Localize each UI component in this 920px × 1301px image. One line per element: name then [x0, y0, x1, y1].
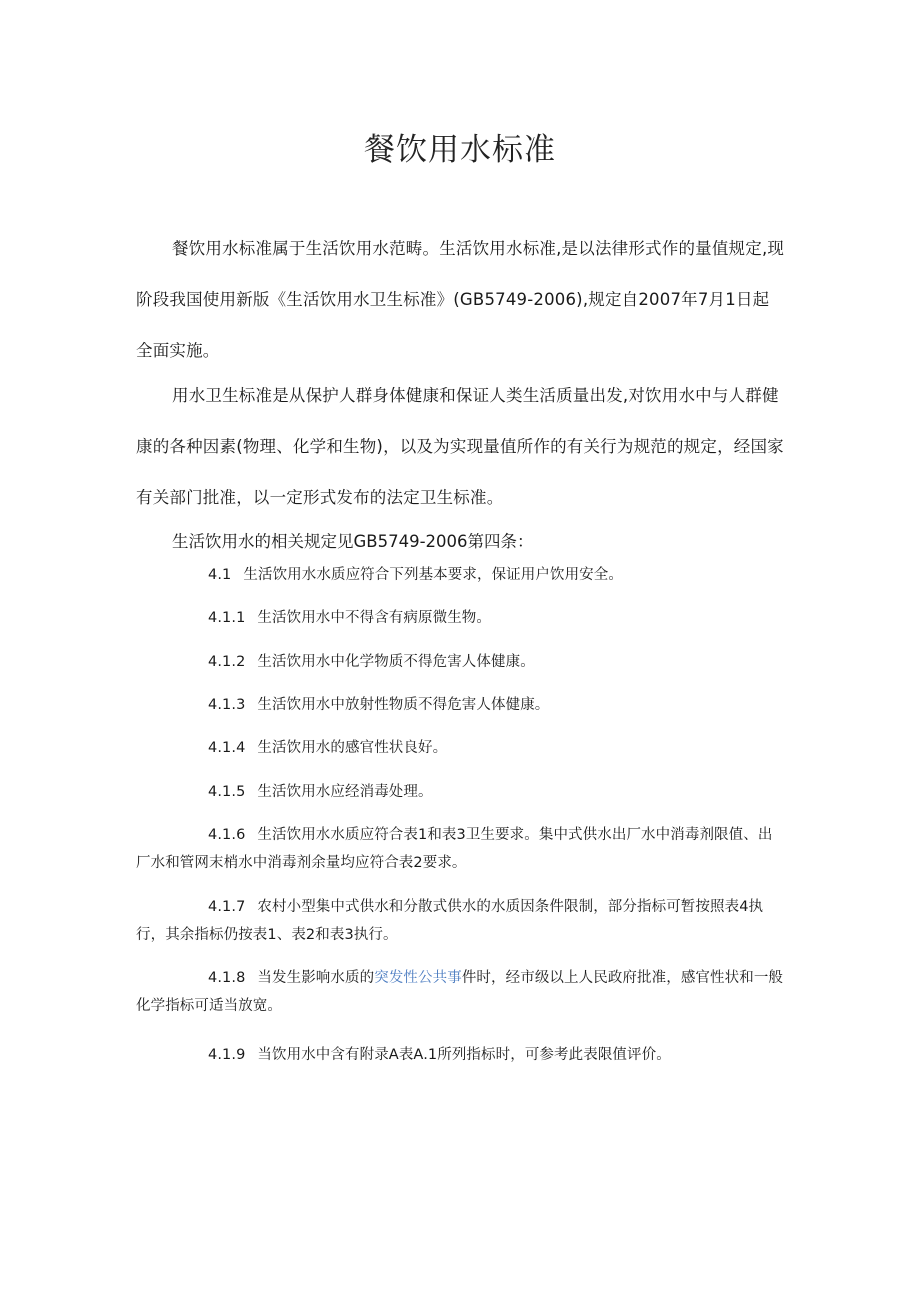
public-emergency-link[interactable]: 突发性公共事: [374, 970, 462, 986]
clause-number: 4.1.3: [208, 697, 246, 713]
clause-number: 4.1.2: [208, 654, 246, 670]
clause-item: [136, 821, 786, 877]
clause-text-after-link: 件时，经市级以上人民政府批准，感官性状和一般化学指标可适当放宽。: [136, 970, 784, 1014]
clause-number: 4.1.1: [208, 610, 246, 626]
clause-text: 农村小型集中式供水和分散式供水的水质因条件限制，部分指标可暂按照表4执行，其余指标仍按表1、表2和表3执行。: [136, 899, 764, 943]
clause-item: [136, 691, 786, 719]
clause-item: [136, 648, 786, 676]
clause-number: 4.1.4: [208, 740, 246, 756]
clause-text: 生活饮用水中不得含有病原微生物。: [257, 610, 492, 626]
clause-item: [136, 964, 786, 1020]
clause-item: [136, 734, 786, 762]
clause-number: 4.1: [208, 567, 232, 583]
clause-item: [136, 893, 786, 949]
clause-text-before-link: 当发生影响水质的: [257, 970, 375, 986]
clause-number: 4.1.7: [208, 899, 246, 915]
paragraph-purpose: 用水卫生标准是从保护人群身体健康和保证人类生活质量出发,对饮用水中与人群健康的各种因素(物理、化学和生物)，以及为实现量值所作的有关行为规范的规定，经国家有关部门批准，以一定形式发布的法定卫生标准。: [136, 386, 784, 507]
clause-number: 4.1.6: [208, 827, 246, 843]
clause-text: 生活饮用水水质应符合表1和表3卫生要求。集中式供水出厂水中消毒剂限值、出厂水和管网末梢水中消毒剂余量均应符合表2要求。: [136, 827, 773, 871]
clause-text: 当饮用水中含有附录A表A.1所列指标时，可参考此表限值评价。: [257, 1047, 671, 1063]
clause-number: 4.1.9: [208, 1047, 246, 1063]
clause-text: 生活饮用水水质应符合下列基本要求，保证用户饮用安全。: [243, 567, 623, 583]
clause-text: 生活饮用水的感官性状良好。: [257, 740, 448, 756]
clause-item: [136, 604, 786, 632]
clause-intro: 生活饮用水的相关规定见GB5749-2006第四条：: [172, 532, 534, 551]
clause-item: [136, 1041, 786, 1069]
clause-number: 4.1.8: [208, 970, 246, 986]
clause-item: [136, 561, 786, 589]
clause-text: 生活饮用水中化学物质不得危害人体健康。: [257, 654, 535, 670]
paragraph-definition: 餐饮用水标准属于生活饮用水范畴。生活饮用水标准,是以法律形式作的量值规定,现阶段我国使用新版《生活饮用水卫生标准》(GB5749-2006),规定自2007年7月1日起全面实施。: [136, 239, 785, 360]
clause-item: [136, 778, 786, 806]
page-title: 餐饮用水标准: [364, 132, 556, 168]
clause-text: 生活饮用水应经消毒处理。: [257, 784, 433, 800]
clause-number: 4.1.5: [208, 784, 246, 800]
clause-text: 生活饮用水中放射性物质不得危害人体健康。: [257, 697, 550, 713]
